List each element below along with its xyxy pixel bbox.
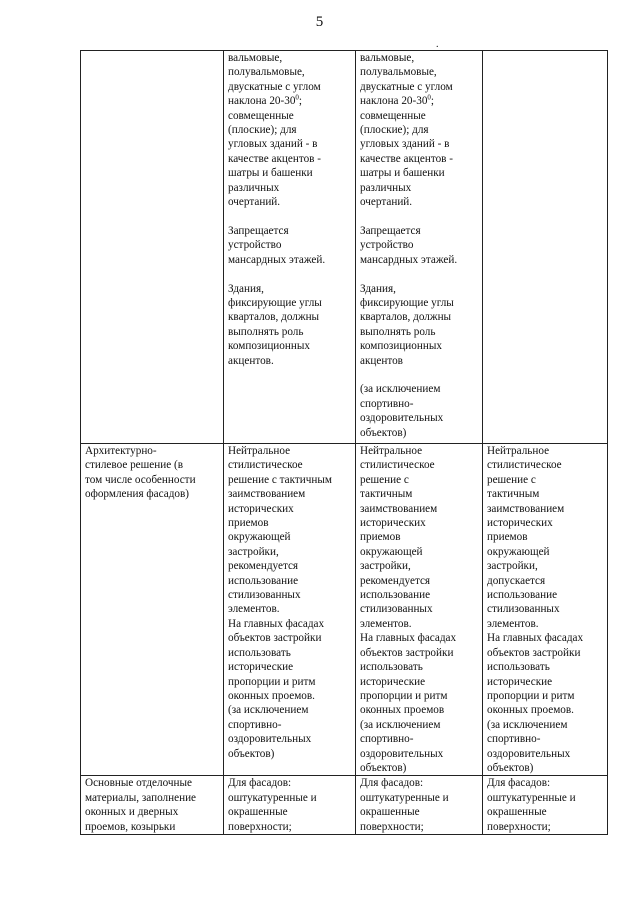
scan-speck: . xyxy=(436,39,439,50)
table-cell: Для фасадов: оштукатуренные и окрашенные поверхности; xyxy=(356,776,483,835)
row-header-cell: Основные отделочные материалы, заполнение оконных и дверных проемов, козырьки xyxy=(81,776,224,835)
table-cell xyxy=(483,51,608,444)
table-cell: Для фасадов: оштукатуренные и окрашенные поверхности; xyxy=(483,776,608,835)
regulations-table xyxy=(80,50,608,835)
table-cell: Нейтральное стилистическое решение с тактичным заимствованием исторических приемов окружающей застройки, рекомендуется использование стилизованных элементов. На главных фасадах объектов застройки использовать исторические пропорции и ритм оконных проемов (за исключением спортивно- оздоровительных объектов) xyxy=(356,444,483,776)
table-cell: вальмовые, полувальмовые, двускатные с углом наклона $20-30^0$; совмещенные (плоские); для угловых зданий - в качестве акцентов - шатры и башенки различных очертаний. Запрещается устройство мансардных этажей. Здания, фиксирующие углы кварталов, должны выполнять роль композиционных акцентов (за исключением спортивно- оздоровительных объектов) xyxy=(356,51,483,444)
table-cell: Нейтральное стилистическое решение с тактичным заимствованием исторических приемов окружающей застройки, рекомендуется использование стилизованных элементов. На главных фасадах объектов застройки использовать исторические пропорции и ритм оконных проемов. (за исключением спортивно- оздоровительных объектов) xyxy=(224,444,356,776)
table-cell xyxy=(81,51,224,444)
table-row xyxy=(81,444,608,776)
table-cell: вальмовые, полувальмовые, двускатные с углом наклона $20-30^0$; совмещенные (плоские); для угловых зданий - в качестве акцентов - шатры и башенки различных очертаний. Запрещается устройство мансардных этажей. Здания, фиксирующие углы кварталов, должны выполнять роль композиционных акцентов. xyxy=(224,51,356,444)
table-row xyxy=(81,776,608,835)
row-header-cell: Архитектурно- стилевое решение (в том числе особенности оформления фасадов) xyxy=(81,444,224,776)
table-cell: Нейтральное стилистическое решение с тактичным заимствованием исторических приемов окружающей застройки, допускается использование стилизованных элементов. На главных фасадах объектов застройки использовать исторические пропорции и ритм оконных проемов. (за исключением спортивно- оздоровительных объектов) xyxy=(483,444,608,776)
table-row xyxy=(81,51,608,444)
table-cell: Для фасадов: оштукатуренные и окрашенные поверхности; xyxy=(224,776,356,835)
page-number: 5 xyxy=(315,14,324,30)
